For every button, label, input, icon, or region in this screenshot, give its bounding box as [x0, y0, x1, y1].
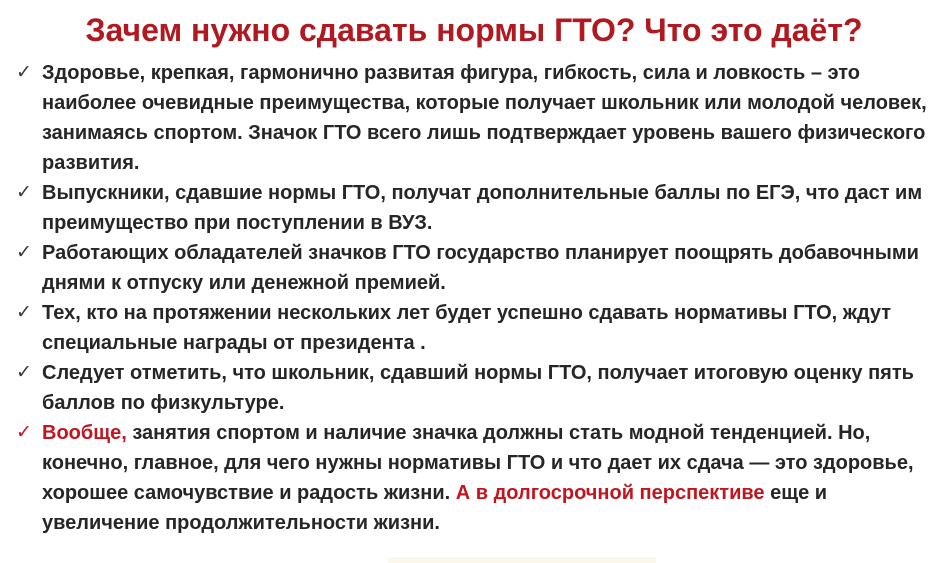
checkmark-icon: ✓ — [16, 362, 32, 383]
checkmark-icon: ✓ — [16, 182, 32, 203]
bullet-item — [12, 418, 936, 538]
checkmark-icon: ✓ — [16, 302, 32, 323]
body-text: Тех, кто на протяжении нескольких лет будет успешно сдавать нормативы ГТО, ждут специальные награды от президента . — [42, 302, 892, 354]
body-text: Здоровье, крепкая, гармонично развитая фигура, гибкость, сила и ловкость – это наиболее очевидные преимущества, которые получает школьник или молодой человек, занимаясь спортом. Значок ГТО всего лишь подтверждает уровень вашего физического развития. — [42, 62, 927, 174]
bullet-text — [42, 238, 936, 298]
slide-title: Зачем нужно сдавать нормы ГТО? Что это даёт? — [85, 12, 863, 48]
emphasis-text: А в долгосрочной перспективе — [455, 482, 765, 504]
bullet-text — [42, 418, 936, 538]
bullet-text — [42, 298, 936, 358]
bullet-item — [12, 238, 936, 298]
body-text: Выпускники, сдавшие нормы ГТО, получат дополнительные баллы по ЕГЭ, что даст им преимущество при поступлении в ВУЗ. — [42, 182, 923, 234]
bullet-item — [12, 58, 936, 178]
bullet-item — [12, 298, 936, 358]
body-text: еще и увеличение продолжительности жизни. — [42, 482, 828, 534]
bullet-item — [12, 178, 936, 238]
bullet-text — [42, 358, 936, 418]
bullet-item — [12, 358, 936, 418]
checkmark-icon: ✓ — [16, 62, 32, 83]
bullet-text — [42, 58, 936, 178]
emphasis-text: Вообще, — [42, 422, 127, 444]
bullet-text — [42, 178, 936, 238]
body-text: занятия спортом и наличие значка должны стать модной тенденцией. Но, конечно, главное, для чего нужны нормативы ГТО и что дает их сдача — это здоровье, хорошее самочувствие и радость жизни. — [42, 422, 914, 504]
body-text: Работающих обладателей значков ГТО государство планирует поощрять добавочными днями к отпуску или денежной премией. — [42, 242, 919, 294]
checkmark-icon: ✓ — [16, 242, 32, 263]
checkmark-icon: ✓ — [16, 422, 32, 443]
body-text: Следует отметить, что школьник, сдавший нормы ГТО, получает итоговую оценку пять баллов по физкультуре. — [42, 362, 914, 414]
bullet-list — [12, 58, 936, 538]
bottom-artifact — [388, 557, 656, 563]
